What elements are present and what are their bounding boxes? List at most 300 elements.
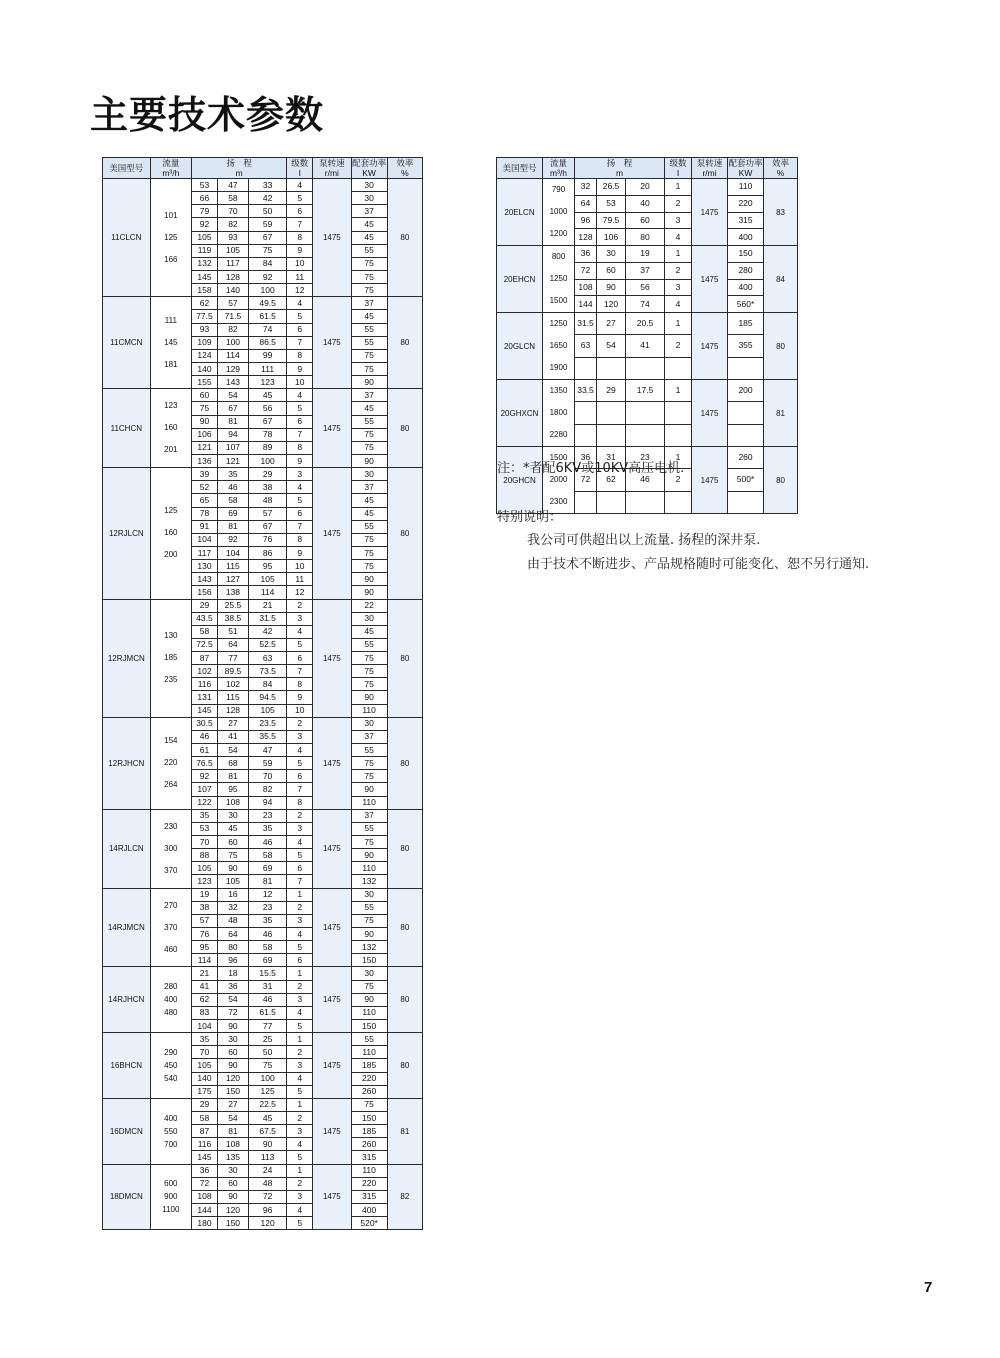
- head-value: 127: [217, 573, 248, 586]
- speed-cell: 1475: [313, 1164, 351, 1230]
- stages-value: 2: [287, 809, 313, 822]
- head-value: 70: [192, 836, 218, 849]
- head-value: 106: [597, 229, 626, 246]
- speed-cell: 1475: [313, 888, 351, 967]
- head-value: 128: [575, 229, 597, 246]
- header-speed: 泵转速 r/mi: [313, 158, 351, 179]
- flow-value: 160: [164, 528, 178, 538]
- stages-value: 3: [665, 212, 692, 229]
- stages-value: 5: [287, 941, 313, 954]
- stages-value: 1: [665, 179, 692, 196]
- stages-value: 1: [287, 967, 313, 980]
- power-value: 315: [728, 212, 764, 229]
- stages-value: 8: [287, 441, 313, 454]
- head-value: 30.5: [192, 717, 218, 730]
- stages-value: 4: [287, 481, 313, 494]
- stages-value: 7: [287, 520, 313, 533]
- head-value: 72: [192, 1177, 218, 1190]
- head-value: 31: [248, 980, 286, 993]
- flow-cell: [543, 179, 575, 246]
- head-value: 113: [248, 1151, 286, 1164]
- head-value: 73.5: [248, 665, 286, 678]
- head-value: 67.5: [248, 1125, 286, 1138]
- head-value: 89.5: [217, 665, 248, 678]
- table-row: [497, 246, 798, 263]
- model-cell: 20EHCN: [497, 246, 543, 313]
- stages-value: 6: [287, 862, 313, 875]
- header-power: 配套功率 KW: [728, 158, 763, 178]
- head-value: 114: [192, 954, 218, 967]
- flow-value: 1650: [549, 341, 568, 350]
- stages-value: 2: [287, 717, 313, 730]
- head-value: 67: [248, 231, 286, 244]
- flow-value: 264: [164, 780, 178, 790]
- power-value: 75: [351, 441, 387, 454]
- head-value: 45: [248, 1111, 286, 1124]
- table-row: [103, 468, 423, 481]
- head-value: 59: [248, 218, 286, 231]
- flow-value: 235: [164, 675, 178, 685]
- head-value: 105: [248, 704, 286, 717]
- stages-value: 3: [287, 468, 313, 481]
- flow-value: 230: [164, 821, 178, 831]
- head-value: 62: [597, 469, 626, 491]
- power-value: 55: [351, 520, 387, 533]
- head-value: 60: [217, 1177, 248, 1190]
- head-value: 116: [192, 1138, 218, 1151]
- head-value: 41: [626, 335, 665, 357]
- power-value: 45: [351, 231, 387, 244]
- flow-value: 125: [164, 506, 178, 516]
- stages-value: 4: [287, 1006, 313, 1019]
- head-value: 90: [217, 862, 248, 875]
- stages-value: 3: [287, 914, 313, 927]
- flow-value: 123: [164, 401, 178, 411]
- power-value: 30: [351, 612, 387, 625]
- head-value: 58: [217, 192, 248, 205]
- head-value: 48: [217, 914, 248, 927]
- head-value: 37: [626, 262, 665, 279]
- head-value: 92: [192, 218, 218, 231]
- header-power: 配套功率 KW: [352, 158, 387, 178]
- head-value: 80: [217, 941, 248, 954]
- head-value: 29: [192, 599, 218, 612]
- stages-value: 10: [287, 560, 313, 573]
- model-cell: 12RJHCN: [103, 717, 151, 809]
- speed-cell: 1475: [313, 967, 351, 1033]
- head-value: 40: [626, 195, 665, 212]
- head-value: [575, 424, 597, 446]
- head-value: 145: [192, 270, 218, 283]
- flow-value: 900: [164, 1192, 178, 1202]
- head-value: 82: [217, 323, 248, 336]
- head-value: 67: [217, 402, 248, 415]
- head-value: 105: [192, 1059, 218, 1072]
- stages-value: 8: [287, 231, 313, 244]
- flow-value: 166: [164, 254, 178, 264]
- power-value: 55: [351, 1033, 387, 1046]
- head-value: 120: [217, 1203, 248, 1216]
- power-value: [728, 491, 764, 513]
- table-header-row: [103, 158, 423, 179]
- head-value: 68: [217, 757, 248, 770]
- stages-value: 6: [287, 652, 313, 665]
- flow-cell: [150, 297, 191, 389]
- head-value: 67: [248, 520, 286, 533]
- head-value: 156: [192, 586, 218, 599]
- header-model: 美国型号: [103, 158, 151, 179]
- model-cell: 11CHCN: [103, 389, 151, 468]
- table-row: [103, 1033, 423, 1046]
- head-value: 96: [575, 212, 597, 229]
- stages-value: [665, 491, 692, 513]
- table-row: [103, 179, 423, 192]
- head-value: 23.5: [248, 717, 286, 730]
- head-value: 33: [248, 179, 286, 192]
- flow-cell: [150, 888, 191, 967]
- stages-value: 3: [287, 1190, 313, 1203]
- power-value: 260: [351, 1138, 387, 1151]
- head-value: 100: [248, 284, 286, 297]
- head-value: 30: [217, 809, 248, 822]
- head-value: 47: [248, 744, 286, 757]
- head-value: 180: [192, 1217, 218, 1230]
- head-value: 27: [217, 717, 248, 730]
- power-value: 90: [351, 376, 387, 389]
- power-value: 75: [351, 257, 387, 270]
- head-value: 116: [192, 678, 218, 691]
- head-value: 36: [217, 980, 248, 993]
- power-value: 55: [351, 744, 387, 757]
- speed-cell: 1475: [692, 380, 728, 447]
- spec-table-left: [102, 157, 423, 1230]
- speed-cell: 1475: [313, 809, 351, 888]
- speed-cell: 1475: [692, 246, 728, 313]
- head-value: 105: [248, 573, 286, 586]
- head-value: [626, 357, 665, 379]
- head-value: 90: [248, 1138, 286, 1151]
- head-value: 35: [248, 822, 286, 835]
- stages-value: 12: [287, 586, 313, 599]
- head-value: 35: [192, 1033, 218, 1046]
- stages-value: 9: [287, 362, 313, 375]
- efficiency-cell: 84: [764, 246, 798, 313]
- stages-value: 1: [665, 246, 692, 263]
- power-value: 132: [351, 941, 387, 954]
- head-value: 72: [575, 469, 597, 491]
- power-value: 110: [351, 796, 387, 809]
- head-value: 31.5: [575, 313, 597, 335]
- flow-cell: [543, 380, 575, 447]
- power-value: 200: [728, 380, 764, 402]
- power-value: 280: [728, 262, 764, 279]
- header-head: 扬 程 m: [575, 158, 665, 179]
- flow-value: 2000: [549, 475, 568, 484]
- head-value: 92: [192, 770, 218, 783]
- head-value: 38: [192, 901, 218, 914]
- head-value: 62: [192, 993, 218, 1006]
- power-value: 37: [351, 389, 387, 402]
- flow-value: 1000: [549, 207, 568, 216]
- stages-value: 3: [287, 993, 313, 1006]
- head-value: 63: [575, 335, 597, 357]
- power-value: [728, 424, 764, 446]
- head-value: 53: [597, 195, 626, 212]
- head-value: 19: [192, 888, 218, 901]
- head-value: 57: [248, 507, 286, 520]
- power-value: 315: [351, 1151, 387, 1164]
- header-model: 美国型号: [497, 158, 543, 179]
- head-value: 75: [248, 244, 286, 257]
- head-value: 107: [192, 783, 218, 796]
- model-cell: 16BHCN: [103, 1033, 151, 1099]
- stages-value: 3: [287, 1059, 313, 1072]
- head-value: 45: [248, 389, 286, 402]
- efficiency-cell: 80: [387, 1033, 422, 1099]
- head-value: 140: [217, 284, 248, 297]
- head-value: 92: [248, 270, 286, 283]
- stages-value: 5: [287, 192, 313, 205]
- power-value: 110: [351, 704, 387, 717]
- head-value: 22.5: [248, 1098, 286, 1111]
- model-cell: 20GLCN: [497, 313, 543, 380]
- stages-value: 10: [287, 376, 313, 389]
- power-value: 45: [351, 402, 387, 415]
- stages-value: [665, 357, 692, 379]
- head-value: 131: [192, 691, 218, 704]
- flow-value: 1100: [162, 1205, 180, 1215]
- flow-value: 1500: [549, 453, 568, 462]
- head-value: 71.5: [217, 310, 248, 323]
- head-value: 36: [575, 246, 597, 263]
- flow-value: 200: [164, 550, 178, 560]
- head-value: 24: [248, 1164, 286, 1177]
- stages-value: 7: [287, 665, 313, 678]
- efficiency-cell: 80: [764, 313, 798, 380]
- head-value: 145: [192, 1151, 218, 1164]
- flow-value: 1900: [549, 363, 568, 372]
- power-value: 75: [351, 546, 387, 559]
- flow-cell: [543, 246, 575, 313]
- stages-value: 9: [287, 454, 313, 467]
- head-value: 121: [217, 454, 248, 467]
- spec-table-left-body: [103, 179, 423, 1230]
- special-note-item: 由于技术不断进步、产品规格随时可能变化、恕不另行通知.: [527, 557, 870, 572]
- head-value: 61.5: [248, 1006, 286, 1019]
- stages-value: 7: [287, 783, 313, 796]
- stages-value: 9: [287, 546, 313, 559]
- power-value: 37: [351, 481, 387, 494]
- head-value: 77: [217, 652, 248, 665]
- head-value: 93: [192, 323, 218, 336]
- power-value: 75: [351, 836, 387, 849]
- head-value: 143: [217, 376, 248, 389]
- head-value: 117: [217, 257, 248, 270]
- head-value: 58: [248, 849, 286, 862]
- stages-value: 4: [287, 744, 313, 757]
- table-row: [497, 313, 798, 335]
- head-value: 50: [248, 1046, 286, 1059]
- head-value: 120: [248, 1217, 286, 1230]
- flow-value: 480: [164, 1008, 178, 1018]
- stages-value: 6: [287, 507, 313, 520]
- flow-value: 111: [164, 315, 177, 325]
- power-value: 37: [351, 205, 387, 218]
- stages-value: 1: [287, 1033, 313, 1046]
- stages-value: 5: [287, 757, 313, 770]
- head-value: 65: [192, 494, 218, 507]
- power-value: 75: [351, 652, 387, 665]
- head-value: [626, 424, 665, 446]
- table-row: [103, 888, 423, 901]
- power-value: 220: [728, 195, 764, 212]
- table-row: [103, 599, 423, 612]
- stages-value: 5: [287, 638, 313, 651]
- head-value: 20.5: [626, 313, 665, 335]
- head-value: 123: [192, 875, 218, 888]
- power-value: 110: [351, 1046, 387, 1059]
- head-value: 54: [217, 389, 248, 402]
- head-value: 52.5: [248, 638, 286, 651]
- head-value: 114: [248, 586, 286, 599]
- head-value: 81: [217, 520, 248, 533]
- head-value: 45: [217, 822, 248, 835]
- power-value: 90: [351, 454, 387, 467]
- table-row: [103, 1164, 423, 1177]
- head-value: 109: [192, 336, 218, 349]
- stages-value: 3: [287, 822, 313, 835]
- head-value: 155: [192, 376, 218, 389]
- power-value: [728, 402, 764, 424]
- head-value: 77.5: [192, 310, 218, 323]
- power-value: 260: [351, 1085, 387, 1098]
- stages-value: 4: [287, 179, 313, 192]
- head-value: 15.5: [248, 967, 286, 980]
- stages-value: 2: [287, 901, 313, 914]
- power-value: 90: [351, 691, 387, 704]
- head-value: [575, 491, 597, 513]
- head-value: 64: [575, 195, 597, 212]
- head-value: 99: [248, 349, 286, 362]
- head-value: 93: [217, 231, 248, 244]
- power-value: 90: [351, 783, 387, 796]
- head-value: 42: [248, 625, 286, 638]
- model-cell: 18DMCN: [103, 1164, 151, 1230]
- head-value: 150: [217, 1217, 248, 1230]
- head-value: 54: [217, 1111, 248, 1124]
- head-value: 54: [597, 335, 626, 357]
- head-value: 74: [626, 296, 665, 313]
- power-value: 75: [351, 770, 387, 783]
- stages-value: 2: [287, 1177, 313, 1190]
- stages-value: [665, 402, 692, 424]
- flow-value: 160: [164, 423, 178, 433]
- head-value: 115: [217, 560, 248, 573]
- head-value: 58: [248, 941, 286, 954]
- table-row: [497, 179, 798, 196]
- model-cell: 11CLCN: [103, 179, 151, 297]
- power-value: 185: [351, 1125, 387, 1138]
- stages-value: 5: [287, 849, 313, 862]
- flow-value: 370: [164, 865, 178, 875]
- head-value: 60: [192, 389, 218, 402]
- power-value: 355: [728, 335, 764, 357]
- header-flow: 流量 m³/h: [150, 158, 191, 179]
- head-value: 115: [217, 691, 248, 704]
- model-cell: 20ELCN: [497, 179, 543, 246]
- head-value: [575, 357, 597, 379]
- head-value: 66: [192, 192, 218, 205]
- power-value: 55: [351, 415, 387, 428]
- head-value: 95: [192, 941, 218, 954]
- flow-value: 400: [164, 995, 178, 1005]
- power-value: 110: [351, 1164, 387, 1177]
- head-value: 175: [192, 1085, 218, 1098]
- head-value: 82: [217, 218, 248, 231]
- power-value: 75: [351, 665, 387, 678]
- stages-value: 2: [287, 599, 313, 612]
- flow-cell: [150, 809, 191, 888]
- stages-value: 5: [287, 402, 313, 415]
- head-value: 106: [192, 428, 218, 441]
- head-value: 91: [192, 520, 218, 533]
- head-value: 54: [217, 744, 248, 757]
- head-value: 108: [217, 1138, 248, 1151]
- flow-value: 185: [164, 653, 178, 663]
- stages-value: 6: [287, 954, 313, 967]
- efficiency-cell: 83: [764, 179, 798, 246]
- model-cell: 12RJMCN: [103, 599, 151, 717]
- head-value: 79: [192, 205, 218, 218]
- power-value: 30: [351, 967, 387, 980]
- stages-value: 4: [287, 1138, 313, 1151]
- head-value: [597, 357, 626, 379]
- head-value: 123: [248, 376, 286, 389]
- efficiency-cell: 81: [764, 380, 798, 447]
- head-value: 140: [192, 362, 218, 375]
- stages-value: 2: [665, 469, 692, 491]
- flow-value: 181: [164, 359, 178, 369]
- flow-value: 130: [164, 631, 178, 641]
- stages-value: 4: [287, 836, 313, 849]
- flow-cell: [150, 1164, 191, 1230]
- power-value: 260: [728, 447, 764, 469]
- efficiency-cell: 80: [387, 389, 422, 468]
- power-value: 110: [728, 179, 764, 196]
- flow-value: 154: [164, 736, 178, 746]
- stages-value: 3: [287, 730, 313, 743]
- table-row: [103, 809, 423, 822]
- efficiency-cell: 80: [387, 297, 422, 389]
- stages-value: 5: [287, 1085, 313, 1098]
- power-value: 75: [351, 560, 387, 573]
- head-value: 39: [192, 468, 218, 481]
- power-value: 132: [351, 875, 387, 888]
- head-value: 54: [217, 993, 248, 1006]
- head-value: 100: [217, 336, 248, 349]
- head-value: 135: [217, 1151, 248, 1164]
- head-value: 41: [192, 980, 218, 993]
- flow-value: 1200: [549, 229, 568, 238]
- power-value: 520*: [351, 1217, 387, 1230]
- head-value: 144: [575, 296, 597, 313]
- head-value: 63: [248, 652, 286, 665]
- power-value: 37: [351, 297, 387, 310]
- power-value: [728, 357, 764, 379]
- power-value: 37: [351, 809, 387, 822]
- head-value: 57: [217, 297, 248, 310]
- head-value: 79.5: [597, 212, 626, 229]
